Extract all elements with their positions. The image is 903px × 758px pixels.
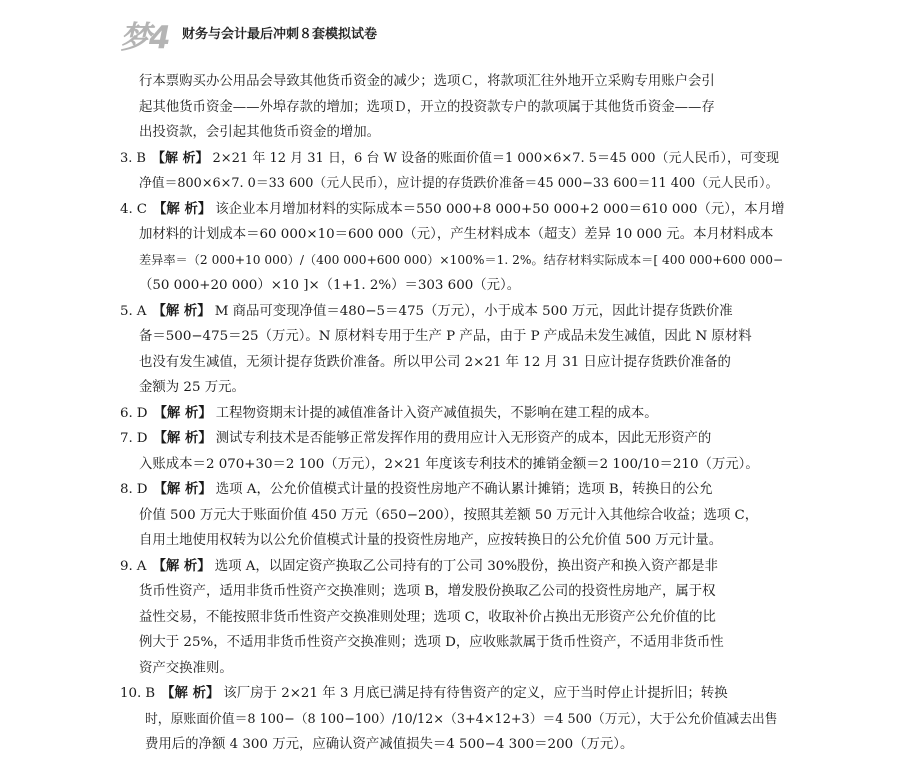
answer-item-3: [120, 146, 785, 197]
text-line: 例大于 25%，不适用非货币性资产交换准则；选项 D，应收账款属于货币性资产，不适用非货币性: [139, 635, 724, 650]
analysis-tag: 【解 析】: [152, 558, 211, 574]
answer-item-9: [120, 554, 785, 682]
answer-explanations: [120, 69, 785, 758]
text-line: 行本票购买办公用品会导致其他货币资金的减少；选项Ｃ，将款项汇往外地开立采购专用账户会引: [139, 74, 715, 89]
answer-letter: B: [136, 150, 146, 166]
answer-letter: D: [136, 431, 148, 446]
answer-item-4: [120, 197, 785, 299]
text-line: （50 000+20 000）×10 ]×（1+1. 2%）＝303 600（元）。: [139, 278, 521, 293]
text-line: 资产交换准则。: [139, 660, 233, 676]
answer-item-7: [120, 426, 785, 477]
item-number: 3.: [120, 150, 133, 166]
series-logo: 梦4: [120, 20, 169, 56]
item-number: 6.: [120, 405, 133, 421]
text-line: 价值 500 万元大于账面价值 450 万元（650−200），按照其差额 50 万元计入其他综合收益；选项 C，: [139, 507, 759, 523]
answer-letter: B: [145, 686, 156, 701]
item-number: 5.: [120, 303, 133, 319]
text-line: 净值＝800×6×7. 0＝33 600（元人民币），应计提的存货跌价准备＝45 000−33 600＝11 400（元人民币）。: [139, 176, 779, 191]
text-line: 选项 A，以固定资产换取乙公司持有的丁公司 30%股份，换出资产和换入资产都是非: [214, 558, 718, 574]
text-line: 加材料的计划成本＝60 000×10＝600 000（元），产生材料成本（超支）差异 10 000 元。本月材料成本: [139, 227, 774, 242]
text-line: 工程物资期末计提的减值准备计入资产减值损失，不影响在建工程的成本。: [215, 405, 658, 421]
answer-letter: A: [136, 558, 147, 574]
text-line: 备＝500−475＝25（万元）。N 原材料专用于生产 P 产品，由于 P 产成品未发生减值，因此 N 原材料: [139, 329, 752, 344]
text-line: 金额为 25 万元。: [139, 380, 245, 395]
analysis-tag: 【解 析】: [152, 303, 211, 319]
answer-item-6: [120, 401, 785, 427]
item-number: 7.: [120, 431, 133, 446]
answer-letter: D: [136, 405, 148, 421]
text-line: M 商品可变现净值＝480−5＝475（万元），小于成本 500 万元，因此计提存货跌价准: [214, 303, 733, 319]
answer-letter: A: [136, 303, 147, 319]
text-line: 差异率＝（2 000+10 000）/（400 000+600 000）×100%＝1. 2%。结存材料实际成本＝[ 400 000+600 000−: [139, 252, 784, 267]
item-number: 10.: [120, 686, 142, 701]
analysis-tag: 【解 析】: [153, 405, 212, 421]
analysis-tag: 【解 析】: [151, 150, 209, 166]
item-number: 8.: [120, 482, 133, 497]
analysis-tag: 【解 析】: [153, 201, 212, 217]
answer-item-5: [120, 299, 785, 401]
text-line: 起其他货币资金——外埠存款的增加；选项Ｄ，开立的投资款专户的款项属于其他货币资金——存: [139, 99, 715, 115]
item-number: 9.: [120, 558, 133, 574]
text-line: 2×21 年 12 月 31 日，6 台 W 设备的账面价值＝1 000×6×7. 5＝45 000（元人民币），可变现: [212, 150, 780, 166]
answer-item-8: [120, 477, 785, 554]
continuation-paragraph: [120, 69, 785, 146]
answer-letter: C: [136, 201, 148, 217]
text-line: 费用后的净额 4 300 万元，应确认资产减值损失＝4 500−4 300＝200（万元）。: [145, 737, 634, 752]
page-header: [120, 12, 880, 56]
text-line: 自用土地使用权转为以公允价值模式计量的投资性房地产，应按转换日的公允价值 500 万元计量。: [139, 533, 723, 548]
text-line: 也没有发生减值，无须计提存货跌价准备。所以甲公司 2×21 年 12 月 31 日应计提存货跌价准备的: [139, 354, 731, 370]
analysis-tag: 【解 析】: [153, 431, 212, 446]
text-line: 益性交易，不能按照非货币性资产交换准则处理；选项 C，收取补价占换出无形资产公允价值的比: [139, 609, 716, 625]
book-title: 财务与会计最后冲刺８套模拟试卷: [182, 27, 378, 42]
analysis-tag: 【解 析】: [153, 482, 212, 497]
text-line: 该厂房于 2×21 年 3 月底已满足持有待售资产的定义，应于当时停止计提折旧；转换: [223, 686, 728, 701]
text-line: 选项 A，公允价值模式计量的投资性房地产不确认累计摊销；选项 B，转换日的公允: [215, 482, 713, 497]
text-line: 出投资款，会引起其他货币资金的增加。: [139, 125, 381, 140]
item-number: 4.: [120, 201, 133, 217]
text-line: 该企业本月增加材料的实际成本＝550 000+8 000+50 000+2 000＝610 000（元），本月增: [215, 201, 785, 217]
text-line: 时，原账面价值＝8 100−（8 100−100）/10/12×（3+4×12+3）＝4 500（万元），大于公允价值减去出售: [145, 711, 778, 727]
answer-item-10: [120, 681, 785, 758]
text-line: 货币性资产，适用非货币性资产交换准则；选项 B，增发股份换取乙公司的投资性房地产，属于权: [139, 584, 716, 599]
text-line: 测试专利技术是否能够正常发挥作用的费用应计入无形资产的成本，因此无形资产的: [215, 431, 712, 446]
text-line: 入账成本＝2 070+30＝2 100（万元），2×21 年度该专利技术的摊销金额＝2 100/10＝210（万元）。: [139, 456, 759, 472]
analysis-tag: 【解 析】: [161, 686, 220, 701]
answer-letter: D: [136, 482, 148, 497]
